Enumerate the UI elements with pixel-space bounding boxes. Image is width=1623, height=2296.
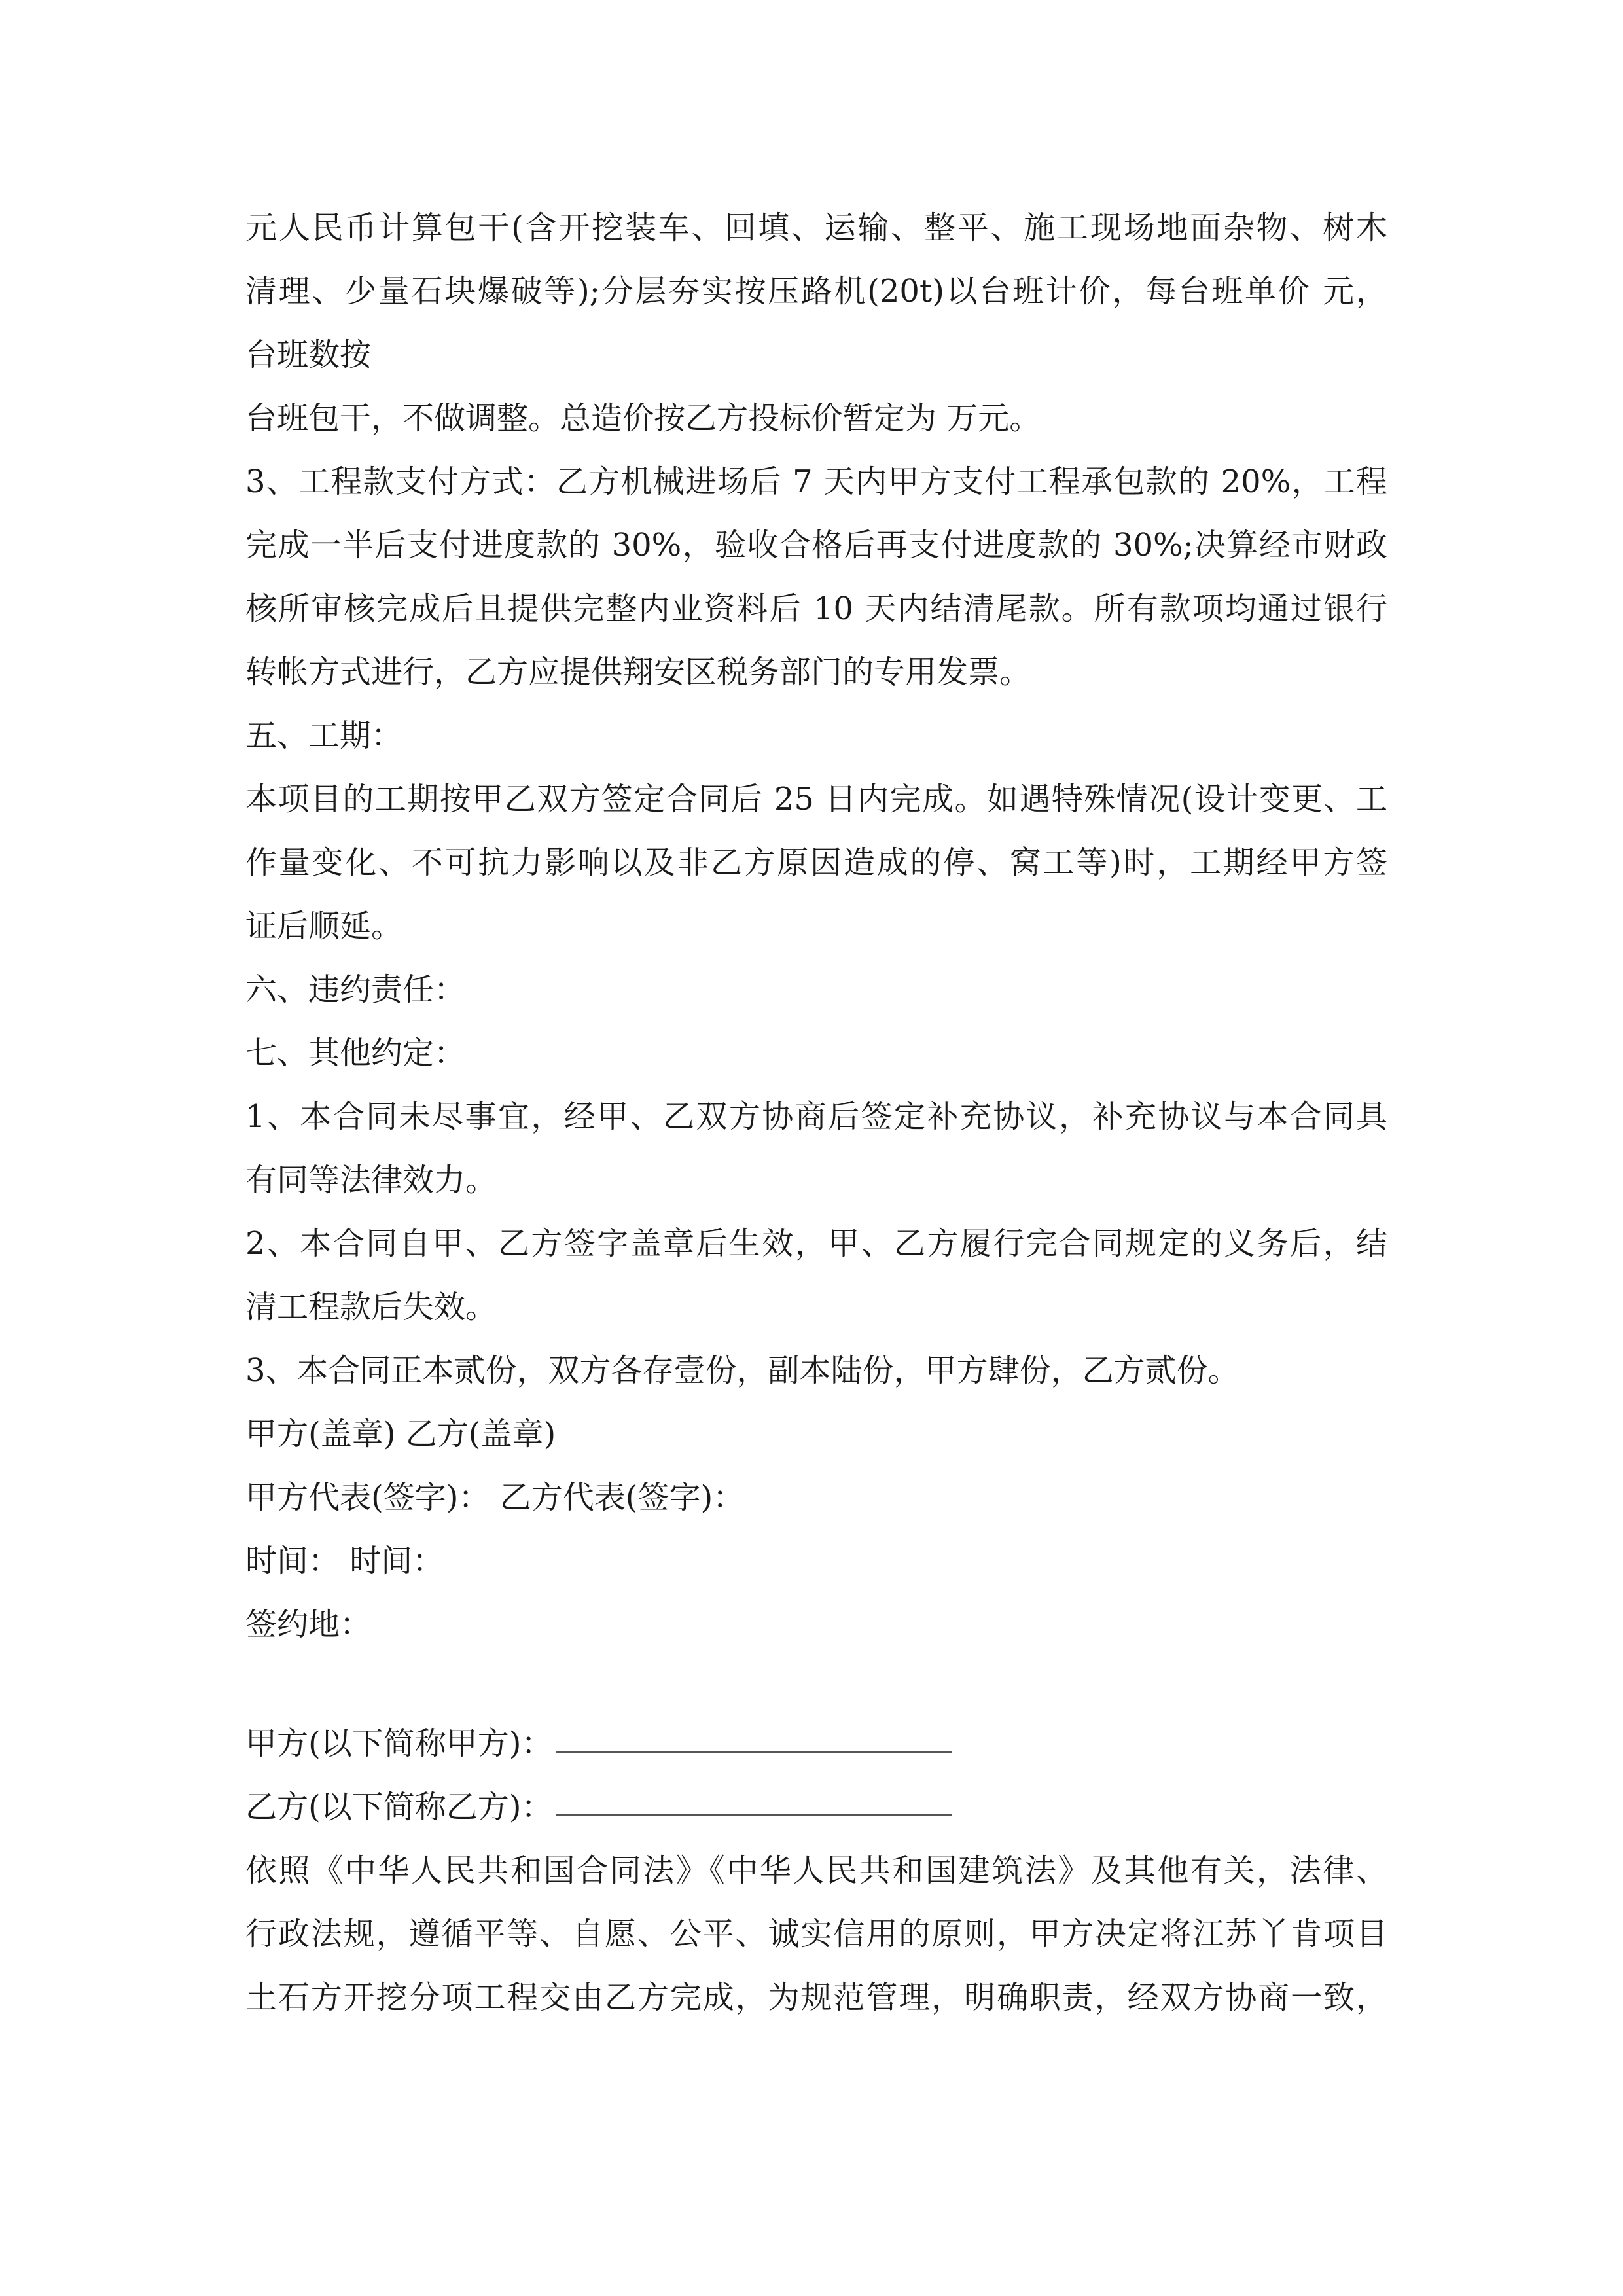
text-line: 行政法规，遵循平等、自愿、公平、诚实信用的原则，甲方决定将江苏丫肯项目 [245,1916,1387,1952]
section-heading-schedule: 五、工期： [245,717,403,754]
document-body [245,196,1387,2030]
signing-place-line: 签约地： [245,1606,372,1643]
date-line: 时间： 时间： [245,1543,444,1579]
section-heading-liability: 六、违约责任： [245,971,466,1008]
party-a-label: 甲方(以下简称甲方)： [245,1725,553,1762]
text-line: 依照《中华人民共和国合同法》《中华人民共和国建筑法》及其他有关，法律、 [245,1852,1387,1889]
text-line: 3、本合同正本贰份，双方各存壹份，副本陆份，甲方肆份，乙方贰份。 [245,1352,1240,1389]
text-line: 台班数按 [245,336,372,373]
seal-line: 甲方(盖章) 乙方(盖章) [245,1416,556,1452]
text-line: 2、本合同自甲、乙方签字盖章后生效，甲、乙方履行完合同规定的义务后，结 [245,1225,1387,1262]
text-line: 完成一半后支付进度款的 30%，验收合格后再支付进度款的 30%;决算经市财政 [245,527,1387,564]
text-line: 清理、少量石块爆破等);分层夯实按压路机(20t)以台班计价，每台班单价 元， [245,273,1387,310]
text-line: 台班包干，不做调整。总造价按乙方投标价暂定为 万元。 [245,400,1041,437]
signature-line: 甲方代表(签字)： 乙方代表(签字)： [245,1479,745,1516]
text-line: 1、本合同未尽事宜，经甲、乙双方协商后签定补充协议，补充协议与本合同具 [245,1098,1387,1135]
text-line: 转帐方式进行，乙方应提供翔安区税务部门的专用发票。 [245,654,1031,691]
text-line: 元人民币计算包干(含开挖装车、回填、运输、整平、施工现场地面杂物、树木 [245,209,1387,246]
party-b-row [245,1776,1387,1839]
party-a-row [245,1712,1387,1776]
text-line: 土石方开挖分项工程交由乙方完成，为规范管理，明确职责，经双方协商一致， [245,1979,1387,2016]
section-heading-other: 七、其他约定： [245,1035,466,1071]
party-b-label: 乙方(以下简称乙方)： [245,1789,553,1825]
text-line: 本项目的工期按甲乙双方签定合同后 25 日内完成。如遇特殊情况(设计变更、工 [245,781,1387,817]
spacer [245,1657,1387,1712]
text-line: 清工程款后失效。 [245,1289,497,1325]
party-b-blank [556,1778,952,1816]
text-line: 核所审核完成后且提供完整内业资料后 10 天内结清尾款。所有款项均通过银行 [245,590,1387,627]
text-line: 3、工程款支付方式：乙方机械进场后 7 天内甲方支付工程承包款的 20%，工程 [245,463,1387,500]
text-line: 有同等法律效力。 [245,1162,497,1198]
text-line: 证后顺延。 [245,908,403,944]
party-a-blank [556,1714,952,1753]
text-line: 作量变化、不可抗力影响以及非乙方原因造成的停、窝工等)时，工期经甲方签 [245,844,1387,881]
